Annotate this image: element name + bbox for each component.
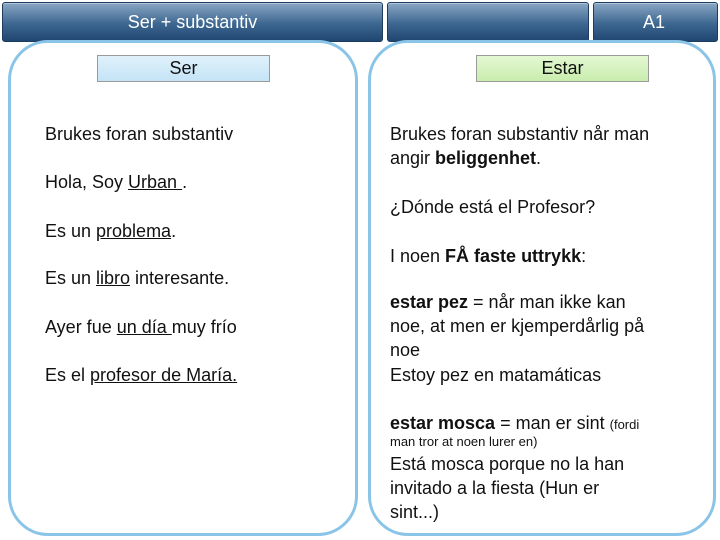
ser-example-2-post: .	[171, 221, 177, 241]
mosca-example-3: sint...)	[390, 502, 440, 522]
header-middle-bar	[387, 2, 589, 42]
estar-idiom-intro	[390, 245, 586, 267]
level-badge: A1	[642, 11, 665, 32]
ser-example-3-post: interesante.	[130, 268, 230, 288]
estar-label	[476, 55, 649, 82]
ser-example-3-underlined: libro	[96, 268, 131, 288]
ser-example-1-post: .	[182, 172, 188, 192]
ser-example-3	[45, 267, 229, 289]
ser-label-text: Ser	[169, 58, 198, 78]
pez-line-2: noe, at men er kjemperdårlig på	[390, 316, 645, 336]
mosca-term: estar mosca	[390, 413, 496, 433]
pez-line-1	[390, 291, 626, 313]
pez-definition-start: = når man ikke kan	[468, 292, 626, 312]
mosca-definition: = man er sint	[495, 413, 610, 433]
ser-example-5	[45, 364, 237, 386]
idiom-intro-bold: FÅ faste uttrykk	[445, 246, 582, 266]
ser-example-4	[45, 316, 237, 338]
estar-question: ¿Dónde está el Profesor?	[390, 197, 596, 217]
ser-example-5-pre: Es el	[45, 365, 91, 385]
mosca-line-1	[390, 412, 639, 436]
ser-example-2-underlined: problema	[96, 221, 172, 241]
header-title: Ser + substantiv	[127, 11, 258, 32]
estar-rule-pre: angir	[390, 148, 436, 168]
ser-example-3-pre: Es un	[45, 268, 97, 288]
ser-example-2	[45, 220, 176, 242]
ser-example-2-pre: Es un	[45, 221, 97, 241]
mosca-example-2: invitado a la fiesta (Hun er	[390, 478, 600, 498]
ser-example-4-pre: Ayer fue	[45, 317, 117, 337]
ser-example-1-underlined: Urban	[128, 172, 183, 192]
mosca-note: man tror at noen lurer en)	[390, 434, 538, 449]
ser-example-1	[45, 171, 187, 193]
ser-rule: Brukes foran substantiv	[45, 124, 234, 144]
ser-label	[97, 55, 270, 82]
header-level-bar	[593, 2, 718, 42]
estar-rule-line-1: Brukes foran substantiv når man	[390, 124, 650, 144]
pez-term: estar pez	[390, 292, 469, 312]
estar-label-text: Estar	[541, 58, 584, 78]
mosca-note-start: (fordi	[609, 417, 640, 432]
mosca-example-1: Está mosca porque no la han	[390, 454, 625, 474]
pez-line-3: noe	[390, 340, 421, 360]
pez-example: Estoy pez en matamáticas	[390, 365, 602, 385]
idiom-intro-pre: I noen	[390, 246, 446, 266]
ser-example-4-underlined: un día	[116, 317, 172, 337]
estar-rule-post: .	[536, 148, 542, 168]
ser-example-4-post: muy frío	[171, 317, 237, 337]
estar-rule-bold: beliggenhet	[435, 148, 537, 168]
ser-example-5-underlined: profesor de María.	[90, 365, 238, 385]
estar-rule-line-2	[390, 147, 541, 169]
idiom-intro-post: :	[581, 246, 587, 266]
header-title-bar	[2, 2, 383, 42]
ser-example-1-pre: Hola, Soy	[45, 172, 129, 192]
